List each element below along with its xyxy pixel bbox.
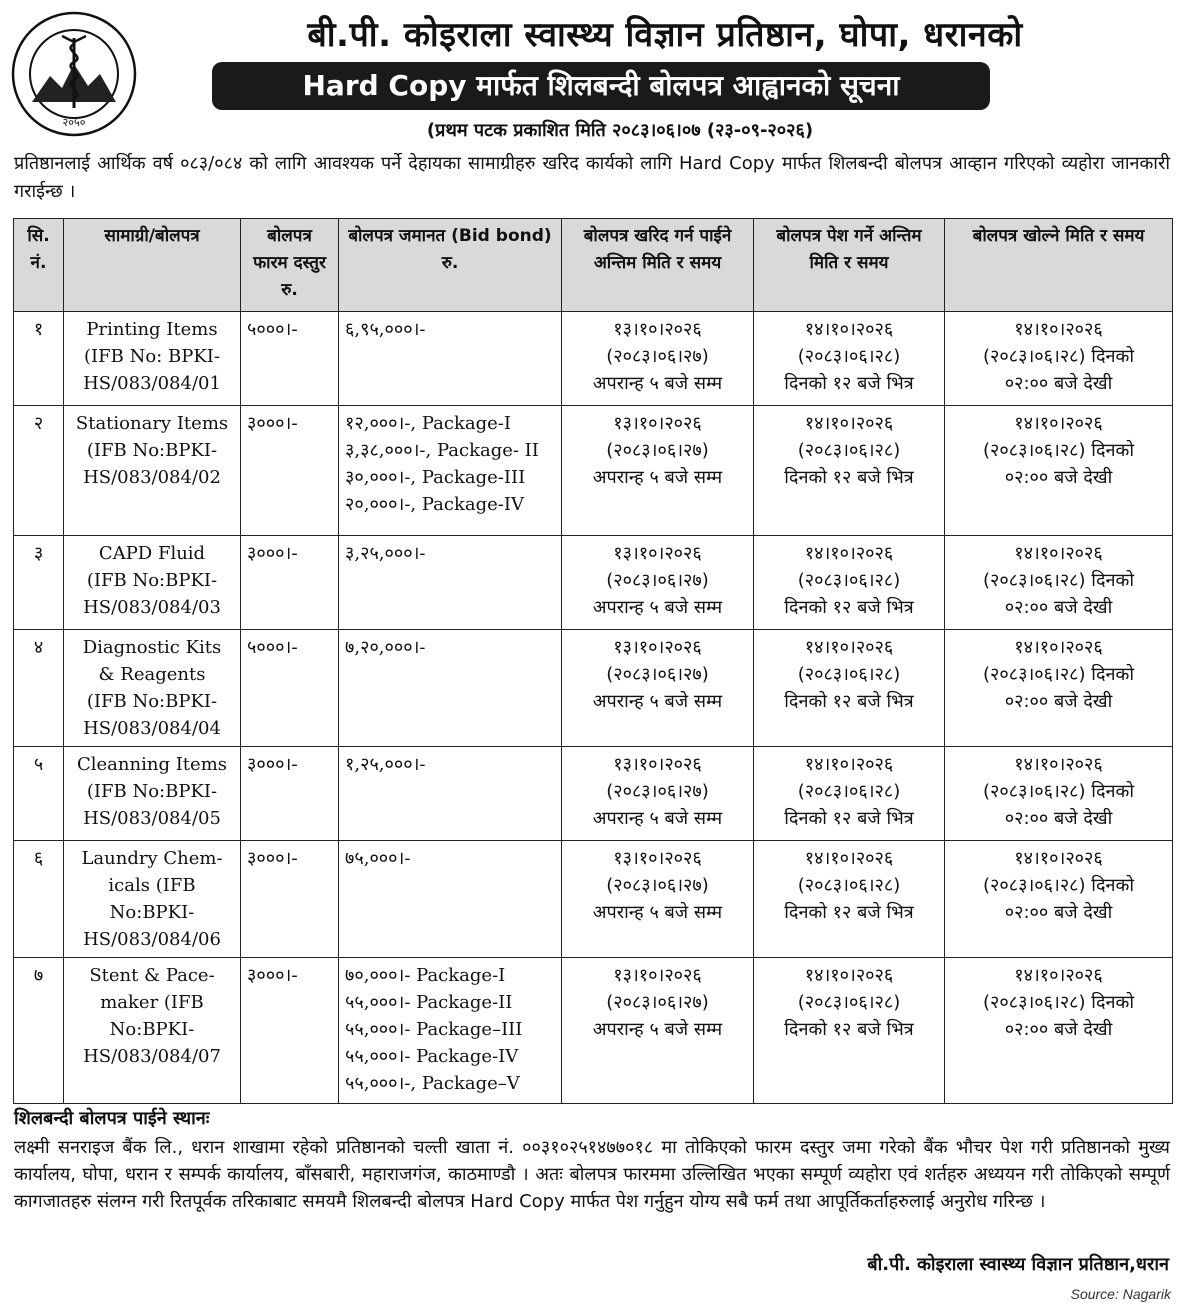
submission-deadline-line: १४।१०।२०२६ <box>804 413 894 434</box>
submission-deadline-line: दिनको १२ बजे भित्र <box>784 1019 914 1040</box>
opening-date-line: १४।१०।२०२६ <box>1014 754 1103 775</box>
bid-bond-line: १,२५,०००।- <box>345 754 426 775</box>
opening-date-line: १४।१०।२०२६ <box>1014 965 1103 986</box>
form-fee-cell: ३०००।- <box>241 841 339 958</box>
header-purchase-deadline: बोलपत्र खरिद गर्न पाईने अन्तिम मिति र समय <box>562 219 754 312</box>
bid-bond-cell <box>339 958 562 1104</box>
submission-deadline-line: दिनको १२ बजे भित्र <box>784 467 914 488</box>
submission-deadline-cell <box>754 536 945 630</box>
purchase-deadline-cell <box>562 536 754 630</box>
opening-date-cell <box>945 536 1173 630</box>
opening-date-cell <box>945 630 1173 747</box>
header-item: सामाग्री/बोलपत्र <box>64 219 241 312</box>
serial-number-cell: ५ <box>14 747 64 841</box>
opening-date-line: ०२:०० बजे देखी <box>1004 691 1113 712</box>
serial-number-cell: २ <box>14 406 64 536</box>
serial-number-cell: ७ <box>14 958 64 1104</box>
purchase-deadline-line: (२०८३।०६।२७) <box>606 992 709 1013</box>
item-line: No:BPKI- <box>109 902 195 923</box>
signature: बी.पी. कोइराला स्वास्थ्य विज्ञान प्रतिष्ठान,धरान <box>867 1254 1169 1275</box>
table-header-row <box>14 219 1173 312</box>
submission-deadline-cell <box>754 958 945 1104</box>
serial-number-cell: १ <box>14 312 64 406</box>
purchase-deadline-line: १३।१०।२०२६ <box>613 637 702 658</box>
institute-logo <box>10 10 138 138</box>
place-heading: शिलबन्दी बोलपत्र पाईने स्थानः <box>14 1108 210 1129</box>
purchase-deadline-line: अपरान्ह ५ बजे सम्म <box>592 902 723 923</box>
item-line: Stationary Items <box>75 413 229 434</box>
submission-deadline-line: १४।१०।२०२६ <box>804 848 894 869</box>
purchase-deadline-cell <box>562 958 754 1104</box>
purchase-deadline-line: १३।१०।२०२६ <box>613 848 702 869</box>
item-line: HS/083/084/03 <box>83 597 221 618</box>
submission-deadline-line: (२०८३।०६।२८) <box>797 992 901 1013</box>
opening-date-line: ०२:०० बजे देखी <box>1004 597 1113 618</box>
item-cell <box>64 630 241 747</box>
item-line: Cleanning Items <box>77 754 227 775</box>
opening-date-line: १४।१०।२०२६ <box>1014 319 1103 340</box>
serial-number-cell: ६ <box>14 841 64 958</box>
purchase-deadline-line: १३।१०।२०२६ <box>613 319 702 340</box>
form-fee-cell: ५०००।- <box>241 630 339 747</box>
table-row <box>14 536 1173 630</box>
purchase-deadline-line: अपरान्ह ५ बजे सम्म <box>592 691 723 712</box>
table-row <box>14 747 1173 841</box>
item-line: (IFB No:BPKI- <box>86 691 218 712</box>
bid-bond-line: ३०,०००।-, Package-III <box>345 467 526 488</box>
form-fee-cell: ३०००।- <box>241 958 339 1104</box>
publication-date: (प्रथम पटक प्रकाशित मिति २०८३।०६।०७ (२३-०९-२०२६) <box>426 120 814 141</box>
bid-bond-cell <box>339 536 562 630</box>
purchase-deadline-line: अपरान्ह ५ बजे सम्म <box>592 1019 723 1040</box>
form-fee-cell: ३०००।- <box>241 406 339 536</box>
purchase-deadline-cell <box>562 312 754 406</box>
submission-deadline-line: (२०८३।०६।२८) <box>797 664 901 685</box>
serial-number-cell: ४ <box>14 630 64 747</box>
purchase-deadline-line: १३।१०।२०२६ <box>613 965 702 986</box>
bid-bond-cell <box>339 630 562 747</box>
purchase-deadline-cell <box>562 406 754 536</box>
header-opening-date: बोलपत्र खोल्ने मिति र समय <box>945 219 1173 312</box>
bid-bond-line: ५५,०००।-, Package–V <box>345 1073 520 1094</box>
item-line: HS/083/084/07 <box>83 1046 221 1067</box>
purchase-deadline-line: १३।१०।२०२६ <box>613 413 702 434</box>
item-cell <box>64 406 241 536</box>
bid-bond-line: ७०,०००।- Package-I <box>345 965 506 986</box>
item-line: Stent & Pace- <box>89 965 215 986</box>
header-submission-deadline: बोलपत्र पेश गर्ने अन्तिम मिति र समय <box>754 219 945 312</box>
bid-bond-line: ७,२०,०००।- <box>345 637 426 658</box>
purchase-deadline-line: अपरान्ह ५ बजे सम्म <box>592 597 723 618</box>
item-line: HS/083/084/01 <box>83 373 221 394</box>
opening-date-line: (२०८३।०६।२८) दिनको <box>983 992 1134 1013</box>
purchase-deadline-line: (२०८३।०६।२७) <box>606 781 709 802</box>
item-line: Diagnostic Kits <box>82 637 222 658</box>
form-fee-cell: ३०००।- <box>241 747 339 841</box>
submission-deadline-cell <box>754 312 945 406</box>
purchase-deadline-line: अपरान्ह ५ बजे सम्म <box>592 467 723 488</box>
opening-date-cell <box>945 406 1173 536</box>
submission-deadline-line: १४।१०।२०२६ <box>804 754 894 775</box>
submission-deadline-cell <box>754 747 945 841</box>
header-sn: सि. नं. <box>14 219 64 312</box>
bid-bond-line: ५५,०००।- Package-II <box>345 992 513 1013</box>
item-line: HS/083/084/04 <box>83 718 221 739</box>
item-line: HS/083/084/02 <box>83 467 221 488</box>
bid-bond-line: ३,२५,०००।- <box>345 543 426 564</box>
tender-table <box>13 218 1173 1104</box>
opening-date-line: ०२:०० बजे देखी <box>1004 808 1113 829</box>
table-row <box>14 841 1173 958</box>
header-bid-bond: बोलपत्र जमानत (Bid bond) रु. <box>339 219 562 312</box>
submission-deadline-line: दिनको १२ बजे भित्र <box>784 373 914 394</box>
submission-deadline-line: (२०८३।०६।२८) <box>797 570 901 591</box>
item-line: (IFB No:BPKI- <box>86 440 218 461</box>
item-cell <box>64 958 241 1104</box>
opening-date-line: १४।१०।२०२६ <box>1014 848 1103 869</box>
submission-deadline-line: दिनको १२ बजे भित्र <box>784 808 914 829</box>
opening-date-line: ०२:०० बजे देखी <box>1004 373 1113 394</box>
institute-title: बी.पी. कोइराला स्वास्थ्य विज्ञान प्रतिष्ठान, घोपा, धरानको <box>307 15 1023 55</box>
opening-date-line: ०२:०० बजे देखी <box>1004 467 1113 488</box>
item-line: Laundry Chem- <box>81 848 223 869</box>
opening-date-line: १४।१०।२०२६ <box>1014 637 1103 658</box>
tender-rows <box>14 312 1173 1104</box>
item-line: Printing Items <box>86 319 218 340</box>
serial-number-cell: ३ <box>14 536 64 630</box>
submission-deadline-cell <box>754 841 945 958</box>
logo-year: २०५० <box>62 116 86 129</box>
purchase-deadline-line: (२०८३।०६।२७) <box>606 664 709 685</box>
item-cell <box>64 536 241 630</box>
opening-date-line: १४।१०।२०२६ <box>1014 543 1103 564</box>
purchase-deadline-line: अपरान्ह ५ बजे सम्म <box>592 808 723 829</box>
opening-date-line: १४।१०।२०२६ <box>1014 413 1103 434</box>
form-fee-cell: ३०००।- <box>241 536 339 630</box>
opening-date-cell <box>945 958 1173 1104</box>
form-fee-cell: ५०००।- <box>241 312 339 406</box>
notice-banner: Hard Copy मार्फत शिलबन्दी बोलपत्र आह्वानको सूचना <box>212 62 990 110</box>
opening-date-line: ०२:०० बजे देखी <box>1004 902 1113 923</box>
purchase-deadline-line: (२०८३।०६।२७) <box>606 875 709 896</box>
opening-date-line: (२०८३।०६।२८) दिनको <box>983 781 1134 802</box>
submission-deadline-line: दिनको १२ बजे भित्र <box>784 902 914 923</box>
submission-deadline-line: (२०८३।०६।२८) <box>797 346 901 367</box>
submission-deadline-line: (२०८३।०६।२८) <box>797 875 901 896</box>
bid-bond-line: ५५,०००।- Package–III <box>345 1019 523 1040</box>
purchase-deadline-cell <box>562 747 754 841</box>
opening-date-line: (२०८३।०६।२८) दिनको <box>983 875 1134 896</box>
bid-bond-line: १२,०००।-, Package-I <box>345 413 511 434</box>
item-line: (IFB No: BPKI- <box>84 346 220 367</box>
table-row <box>14 958 1173 1104</box>
source-credit: Source: Nagarik <box>1070 1286 1171 1302</box>
submission-deadline-line: दिनको १२ बजे भित्र <box>784 597 914 618</box>
item-line: HS/083/084/06 <box>83 929 221 950</box>
item-cell <box>64 747 241 841</box>
purchase-deadline-line: अपरान्ह ५ बजे सम्म <box>592 373 723 394</box>
purchase-deadline-line: १३।१०।२०२६ <box>613 543 702 564</box>
submission-deadline-line: १४।१०।२०२६ <box>804 965 894 986</box>
item-cell <box>64 841 241 958</box>
bid-bond-line: ६,९५,०००।- <box>345 319 426 340</box>
purchase-deadline-line: (२०८३।०६।२७) <box>606 570 709 591</box>
bid-bond-cell <box>339 312 562 406</box>
submission-deadline-line: (२०८३।०६।२८) <box>797 440 901 461</box>
purchase-deadline-line: (२०८३।०६।२७) <box>606 346 709 367</box>
opening-date-cell <box>945 312 1173 406</box>
bid-bond-line: ७५,०००।- <box>345 848 411 869</box>
item-line: & Reagents <box>98 664 206 685</box>
header-form-fee: बोलपत्र फारम दस्तुर रु. <box>241 219 339 312</box>
bid-bond-line: २०,०००।-, Package-IV <box>345 494 524 515</box>
opening-date-line: (२०८३।०६।२८) दिनको <box>983 440 1134 461</box>
opening-date-line: ०२:०० बजे देखी <box>1004 1019 1113 1040</box>
bid-bond-cell <box>339 406 562 536</box>
opening-date-cell <box>945 841 1173 958</box>
item-line: CAPD Fluid <box>98 543 206 564</box>
bid-bond-line: ३,३८,०००।-, Package- II <box>345 440 539 461</box>
bid-bond-line: ५५,०००।- Package-IV <box>345 1046 519 1067</box>
table-row <box>14 630 1173 747</box>
opening-date-line: (२०८३।०६।२८) दिनको <box>983 570 1134 591</box>
submission-deadline-line: (२०८३।०६।२८) <box>797 781 901 802</box>
submission-deadline-cell <box>754 630 945 747</box>
table-row <box>14 312 1173 406</box>
item-line: No:BPKI- <box>109 1019 195 1040</box>
submission-deadline-line: १४।१०।२०२६ <box>804 543 894 564</box>
item-cell <box>64 312 241 406</box>
submission-deadline-line: १४।१०।२०२६ <box>804 637 894 658</box>
purchase-deadline-cell <box>562 630 754 747</box>
submission-deadline-line: १४।१०।२०२६ <box>804 319 894 340</box>
item-line: (IFB No:BPKI- <box>86 570 218 591</box>
submission-deadline-line: दिनको १२ बजे भित्र <box>784 691 914 712</box>
intro-paragraph: प्रतिष्ठानलाई आर्थिक वर्ष ०८३/०८४ को लागि आवश्यक पर्ने देहायका सामाग्रीहरु खरिद कार्यको लागि Hard Copy मार्फत शिलबन्दी बोलपत्र आव्हान गरिएको व्यहोरा जानकारी गराईन्छ । <box>14 153 1170 202</box>
purchase-deadline-cell <box>562 841 754 958</box>
opening-date-cell <box>945 747 1173 841</box>
purchase-deadline-line: (२०८३।०६।२७) <box>606 440 709 461</box>
place-paragraph: लक्ष्मी सनराइज बैंक लि., धरान शाखामा रहेको प्रतिष्ठानको चल्ती खाता नं. ००३१०२५१४७७०१८ मा तोकिएको फारम दस्तुर जमा गरेको बैंक भौचर पेश गरी प्रतिष्ठानको मुख्य कार्यालय, घोपा, धरान र सम्पर्क कार्यालय, बाँसबारी, महाराजगंज, काठमाण्डौ । अतः बोलपत्र फारममा उल्लिखित भएका सम्पूर्ण व्यहोरा एवं शर्तहरु अध्ययन गरी तोकिएको सम्पूर्ण कागजातहरु संलग्न गरी रितपूर्वक तरिकाबाट समयमै शिलबन्दी बोलपत्र Hard Copy मार्फत पेश गर्नुहुन योग्य सबै फर्म तथा आपूर्तिकर्ताहरुलाई अनुरोध गरिन्छ । <box>14 1137 1170 1212</box>
table-row <box>14 406 1173 536</box>
bid-bond-cell <box>339 747 562 841</box>
bid-bond-cell <box>339 841 562 958</box>
purchase-deadline-line: १३।१०।२०२६ <box>613 754 702 775</box>
opening-date-line: (२०८३।०६।२८) दिनको <box>983 346 1134 367</box>
item-line: (IFB No:BPKI- <box>86 781 218 802</box>
item-line: HS/083/084/05 <box>83 808 221 829</box>
item-line: maker (IFB <box>100 992 204 1013</box>
submission-deadline-cell <box>754 406 945 536</box>
item-line: icals (IFB <box>108 875 196 896</box>
opening-date-line: (२०८३।०६।२८) दिनको <box>983 664 1134 685</box>
